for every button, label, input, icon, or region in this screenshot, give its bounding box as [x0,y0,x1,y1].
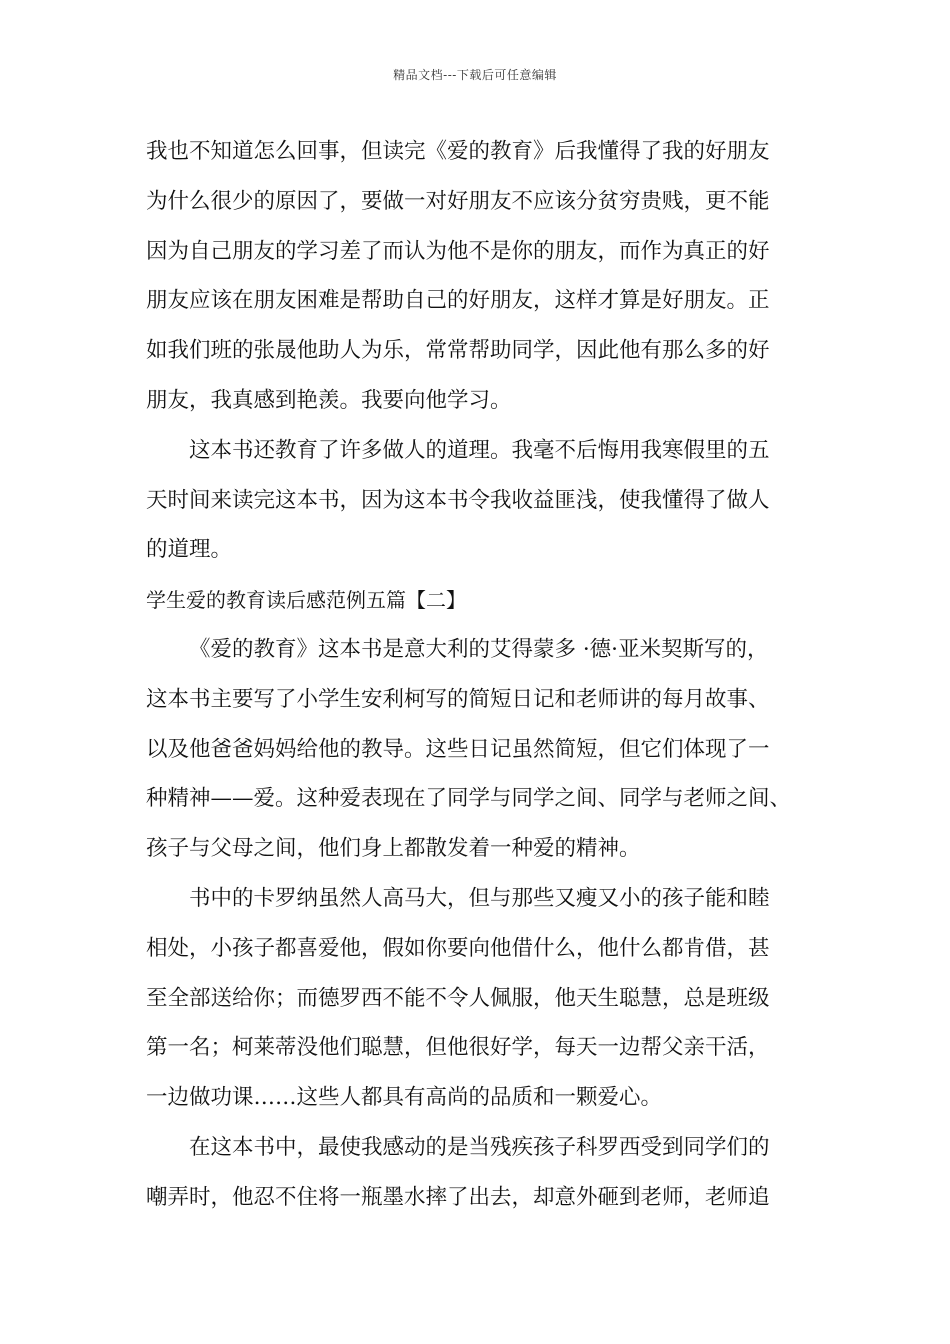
text-line: 这本书主要写了小学生安利柯写的简短日记和老师讲的每月故事、 [146,686,770,712]
text-line: 朋友，我真感到艳羡。我要向他学习。 [146,387,512,413]
text-line: 书中的卡罗纳虽然人高马大，但与那些又瘦又小的孩子能和睦 [189,885,770,911]
text-line: 这本书还教育了许多做人的道理。我毫不后悔用我寒假里的五 [189,437,770,463]
text-line: 《爱的教育》这本书是意大利的艾得蒙多 ·德·亚米契斯写的， [189,636,769,662]
text-line: 的道理。 [146,537,233,563]
text-line: 如我们班的张晟他助人为乐，常常帮助同学，因此他有那么多的好 [146,338,770,364]
page-header: 精品文档---下载后可任意编辑 [393,68,557,82]
document-body [146,132,811,1228]
text-line: 孩子与父母之间，他们身上都散发着一种爱的精神。 [146,836,641,862]
text-line: 朋友应该在朋友困难是帮助自己的好朋友，这样才算是好朋友。正 [146,288,770,314]
text-line: 相处，小孩子都喜爱他，假如你要向他借什么，他什么都肯借，甚 [146,935,770,961]
text-line: 在这本书中，最使我感动的是当残疾孩子科罗西受到同学们的 [189,1134,770,1160]
text-line: 为什么很少的原因了，要做一对好朋友不应该分贫穷贵贱，更不能 [146,188,770,214]
text-line: 种精神——爱。这种爱表现在了同学与同学之间、同学与老师之间、 [146,786,792,812]
text-line: 以及他爸爸妈妈给他的教导。这些日记虽然简短，但它们体现了一 [146,736,770,762]
text-line: 至全部送给你；而德罗西不能不令人佩服，他天生聪慧，总是班级 [146,985,770,1011]
text-line: 因为自己朋友的学习差了而认为他不是你的朋友，而作为真正的好 [146,238,770,264]
text-line: 嘲弄时，他忍不住将一瓶墨水摔了出去，却意外砸到老师，老师追 [146,1184,770,1210]
section-heading: 学生爱的教育读后感范例五篇【二】 [146,588,466,613]
text-line: 天时间来读完这本书，因为这本书令我收益匪浅，使我懂得了做人 [146,487,770,513]
text-line: 一边做功课……这些人都具有高尚的品质和一颗爱心。 [146,1085,663,1111]
text-line: 我也不知道怎么回事，但读完《爱的教育》后我懂得了我的好朋友 [146,139,770,164]
text-line: 第一名；柯莱蒂没他们聪慧，但他很好学，每天一边帮父亲干活， [146,1035,770,1061]
